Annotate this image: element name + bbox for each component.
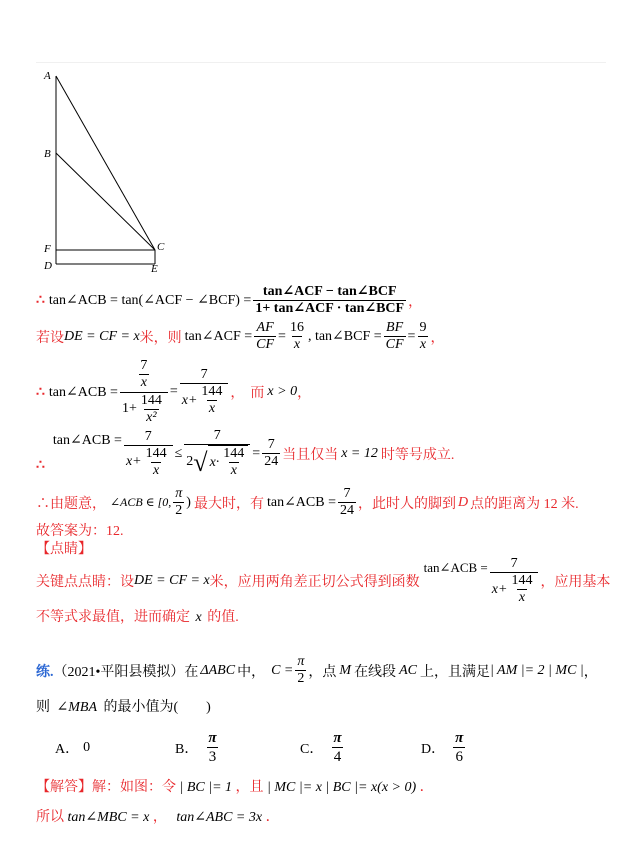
punctuation: ．: [419, 780, 434, 795]
text-on-segment: 在线段: [354, 664, 397, 680]
numerator: 7: [267, 437, 275, 453]
fraction-7-24: [338, 486, 356, 520]
numerator: π: [333, 730, 342, 746]
denominator: x: [518, 590, 526, 606]
numerator: BF: [386, 320, 404, 335]
line-BC: [56, 153, 155, 250]
numerator: 7: [213, 428, 221, 443]
text-by-problem: ∴由题意，: [36, 496, 106, 512]
punctuation: ，: [430, 330, 445, 346]
x-plus: x+: [125, 454, 142, 470]
choice-letter: A．: [55, 742, 80, 757]
expr-de-cf-x: DE = CF = x: [134, 573, 210, 589]
radicand: [208, 445, 249, 480]
therefore-symbol: ∴: [36, 384, 45, 400]
expr-x-12: x = 12: [341, 445, 378, 461]
tan-difference-lhs: tan∠ACB = tan(∠ACF − ∠BCF) =: [48, 293, 252, 309]
denominator: x: [208, 401, 216, 417]
solution-line-5: [36, 486, 579, 520]
fraction-af-cf: [254, 320, 276, 354]
numerator: 9: [419, 320, 427, 335]
punctuation: ，: [152, 810, 167, 825]
denominator: x: [230, 463, 237, 479]
numerator: 144: [223, 446, 245, 462]
fraction-144-x2: [139, 393, 164, 427]
denominator: [490, 572, 539, 607]
denominator: [184, 444, 250, 480]
comment-line-1: [36, 556, 610, 607]
choice-b[interactable]: [175, 730, 221, 766]
tan-bcf-label: , tan∠BCF =: [307, 329, 382, 345]
compound-denominator: [120, 392, 168, 427]
denominator: x²: [146, 409, 157, 425]
numerator: 16: [289, 320, 304, 335]
denominator: [180, 383, 229, 418]
coefficient-two: 2: [186, 454, 194, 470]
geometry-figure: [40, 68, 180, 278]
tan-acb-label: tan∠ACB =: [423, 560, 488, 575]
denominator: x: [140, 375, 147, 391]
point-label-F: F: [44, 243, 51, 255]
text-apply-formula: 米，应用两角差正切公式得到函数: [209, 575, 420, 591]
choice-d[interactable]: [421, 730, 467, 766]
fraction-7-over-sqrt: [184, 428, 250, 480]
denominator: 2: [297, 671, 305, 687]
text-key-point: 关键点点睛：设: [36, 575, 134, 591]
numerator: π: [175, 486, 183, 501]
text-value: 的值.: [207, 610, 239, 625]
denominator: x: [293, 337, 301, 353]
choice-letter: B．: [175, 742, 199, 758]
numerator: 7: [343, 486, 351, 501]
punctuation: ，: [230, 386, 245, 402]
text-when-max: 最大时，有: [193, 496, 264, 512]
point-m: M: [339, 662, 352, 678]
numerator: AF: [256, 320, 274, 335]
text-while: 而: [250, 386, 265, 402]
numerator: 144: [201, 383, 223, 399]
denominator: CF: [256, 337, 275, 353]
numerator: π: [455, 730, 464, 746]
fraction-7-over-x-plus: [124, 429, 173, 480]
text-distance: ，此时人的脚到: [357, 496, 456, 512]
one-plus: 1+: [121, 401, 137, 417]
numerator: 144: [140, 392, 162, 408]
numerator: 7: [144, 428, 152, 444]
fraction-144-x: [144, 446, 169, 480]
text-so: 所以: [36, 810, 64, 825]
numerator: π: [208, 730, 217, 746]
numerator: 144: [145, 445, 167, 461]
x-plus: x+: [181, 392, 198, 408]
exercise-line-1: [36, 654, 598, 688]
text-point: ，点: [308, 664, 337, 680]
therefore-symbol: ∴: [36, 457, 45, 473]
choice-fraction: [206, 730, 218, 766]
tan-difference-fraction: [253, 284, 406, 318]
punctuation: ，: [583, 664, 598, 680]
equals: =: [169, 384, 178, 400]
denominator: 3: [208, 749, 217, 766]
fraction-bf-cf: [384, 320, 406, 354]
close-paren: ): [186, 494, 191, 510]
text-min-value: 的最小值为( ): [103, 700, 211, 715]
choice-value: 0: [83, 740, 91, 755]
final-answer: 故答案为：12.: [36, 524, 124, 539]
numerator: π: [297, 654, 305, 669]
fraction-7-over-x-plus: [180, 367, 229, 418]
fraction-144-x: [199, 384, 224, 418]
point-label-B: B: [44, 148, 51, 160]
choice-fraction: [331, 730, 343, 766]
expr-tan-abc: tan∠ABC = 3x: [176, 810, 263, 825]
numerator: 144: [511, 573, 533, 589]
fraction-7-24: [262, 437, 280, 471]
line-AC: [56, 76, 155, 250]
angle-range: ∠ACB ∈ [0,: [110, 495, 172, 510]
denominator: 6: [455, 749, 463, 766]
numerator: 7: [200, 366, 208, 382]
denominator: [124, 445, 173, 480]
answer-heading: 【解答】解：如图：令: [36, 780, 176, 795]
denominator: x: [419, 337, 427, 353]
fraction-9-x: [417, 320, 428, 354]
fraction-pi-2: [173, 486, 184, 520]
exercise-label: 练.: [36, 664, 54, 680]
expr-c-eq: C =: [271, 662, 294, 678]
fraction-denominator: 1+ tan∠ACF · tan∠BCF: [255, 301, 405, 317]
point-label-E: E: [151, 263, 158, 275]
text-in: 中，: [237, 664, 266, 680]
solution-line-2: 若设 DE = CF = x 米，则 tan∠ACF = $\frac{AF}{CF}$ = $\frac{16}{x}$ , tan∠BCF = $\frac{BF}{CF}$ = $\frac{9}{x}$ ，: [36, 320, 445, 353]
text-assume: 若设: [36, 330, 64, 346]
text-meters-then: 米，则: [139, 330, 182, 346]
answer-line-2: [36, 806, 280, 826]
fraction-pi-2: [295, 654, 306, 688]
punctuation: ，: [297, 386, 312, 402]
less-equal: ≤: [174, 445, 183, 461]
x-dot: x·: [209, 454, 220, 470]
expr-mc-x: | MC |= x | BC |= x(x > 0): [267, 780, 417, 795]
comment-heading: 【点睛】: [36, 542, 92, 557]
tan-acf-label: tan∠ACF =: [184, 329, 253, 345]
numerator: 7: [140, 358, 148, 373]
solution-line-4: [36, 428, 454, 480]
point-label-A: A: [44, 70, 51, 82]
solution-line-1: [36, 284, 422, 318]
denominator: x: [153, 462, 160, 478]
condition-x-positive: x > 0: [267, 384, 298, 400]
segment-ac: AC: [399, 662, 417, 678]
numerator: 7: [510, 556, 518, 571]
denominator: 4: [333, 749, 342, 766]
sqrt-icon: √ x· $\frac{144}{x}$: [193, 445, 248, 480]
text-inequality: 不等式求最值，进而确定: [36, 610, 190, 625]
text-distance-12m: 点的距离为 12 米.: [470, 496, 579, 512]
fraction-7-x: [138, 358, 149, 392]
condition-am-2mc: | AM |= 2 | MC |: [489, 662, 584, 678]
choice-c[interactable]: [300, 730, 346, 766]
compound-numerator: [134, 358, 153, 392]
tan-acb-label: tan∠ACB =: [48, 384, 118, 400]
point-label-C: C: [157, 241, 165, 253]
denominator: 24: [264, 454, 279, 470]
fraction-numerator: tan∠ACF − tan∠BCF: [262, 284, 397, 299]
triangle-abc: ΔABC: [200, 662, 236, 678]
choice-letter: D．: [421, 742, 446, 758]
denominator: 2: [175, 503, 183, 519]
angle-mba: ∠MBA: [56, 700, 97, 715]
answer-line-1: [36, 776, 434, 796]
fraction-7-over-x-plus: [490, 556, 539, 607]
denominator: CF: [385, 337, 404, 353]
point-d: D: [457, 494, 469, 510]
fraction-16-x: [288, 320, 306, 354]
exercise-line-2: [36, 696, 211, 716]
text-iff: 当且仅当: [282, 447, 339, 463]
solution-line-3: [36, 358, 311, 427]
choice-a[interactable]: [55, 738, 90, 758]
text-satisfies: 上，且满足: [419, 664, 490, 680]
fraction-144-x: [509, 573, 534, 607]
exercise-source: （2021•平阳县模拟）在: [53, 664, 199, 680]
text-then: 则: [36, 700, 50, 715]
page-top-divider: [36, 62, 606, 63]
expr-tan-mbc: tan∠MBC = x: [67, 810, 150, 825]
tan-acb-label: tan∠ACB =: [52, 433, 122, 448]
comment-line-2: [36, 606, 239, 626]
text-equality-holds: 时等号成立.: [380, 447, 455, 463]
text-apply-basic: ，应用基本: [540, 575, 611, 591]
equals: =: [252, 445, 261, 461]
therefore-symbol: ∴: [36, 293, 45, 309]
punctuation: ．: [265, 810, 280, 825]
fraction-144-x: [221, 446, 246, 480]
var-x: x: [195, 610, 202, 625]
punctuation: ，: [408, 294, 423, 310]
compound-fraction: [120, 358, 168, 427]
x-plus: x+: [491, 581, 508, 597]
expr-de-cf-x: DE = CF = x: [64, 328, 140, 344]
tan-acb-label: tan∠ACB =: [266, 495, 336, 511]
text-and: ，且: [235, 780, 264, 795]
denominator: 24: [339, 503, 354, 519]
expr-bc-1: | BC |= 1: [179, 780, 233, 795]
point-label-D: D: [44, 260, 52, 272]
choice-letter: C．: [300, 742, 324, 758]
choice-fraction: [453, 730, 465, 766]
